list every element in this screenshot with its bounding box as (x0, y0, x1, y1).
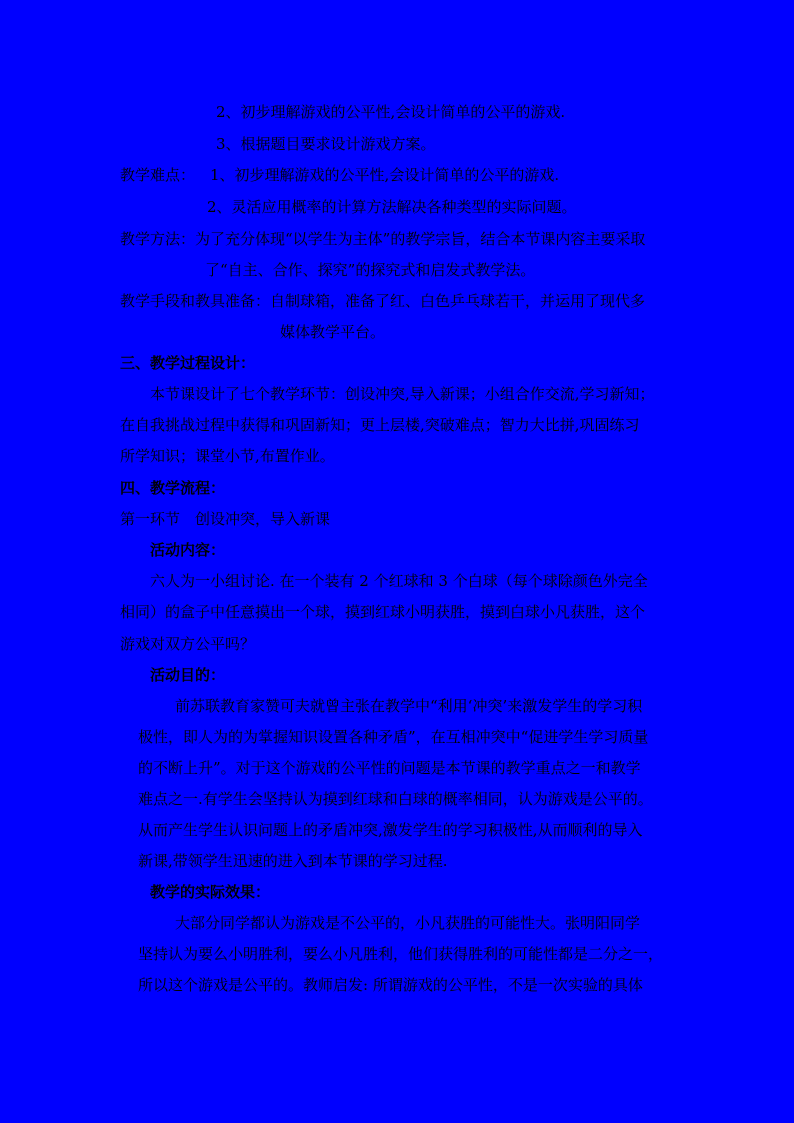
activity-content-line-1: 六人为一小组讨论. 在一个装有 2 个红球和 3 个白球（每个球除颜色外完全 (150, 572, 648, 590)
actual-effect-line-2: 坚持认为要么小明胜利，要么小凡胜利，他们获得胜利的可能性都是二分之一， (138, 945, 664, 963)
difficulty-item-2: 2、灵活应用概率的计算方法解决各种类型的实际问题。 (207, 198, 577, 216)
tools-line-1: 教学手段和教具准备：自制球箱，准备了红、白色乒乓球若干，并运用了现代多 (120, 292, 646, 310)
activity-content-label: 活动内容： (150, 541, 226, 559)
difficulties-label: 教学难点： (120, 166, 196, 184)
activity-content-line-2: 相同）的盒子中任意摸出一个球，摸到红球小明获胜，摸到白球小凡获胜，这个 (120, 603, 646, 621)
objective-item-2: 2、初步理解游戏的公平性,会设计简单的公平的游戏. (216, 103, 566, 121)
difficulty-item-1: 1、初步理解游戏的公平性,会设计简单的公平的游戏. (210, 166, 560, 184)
activity-purpose-line-4: 难点之一.有学生会坚持认为摸到红球和白球的概率相同，认为游戏是公平的。 (138, 790, 653, 808)
activity-purpose-line-2: 极性，即人为的为掌握知识设置各种矛盾”，在互相冲突中“促进学生学习质量 (138, 728, 649, 746)
activity-purpose-line-6: 新课,带领学生迅速的进入到本节课的学习过程. (138, 852, 448, 870)
activity-content-line-3: 游戏对双方公平吗？ (120, 635, 256, 653)
section-3-line-3: 所学知识；课堂小节,布置作业。 (120, 447, 335, 465)
activity-purpose-line-3: 的不断上升”。对于这个游戏的公平性的问题是本节课的教学重点之一和教学 (138, 759, 641, 777)
objective-item-3: 3、根据题目要求设计游戏方案。 (216, 135, 436, 153)
activity-purpose-label: 活动目的： (150, 666, 226, 684)
section-3-line-2: 在自我挑战过程中获得和巩固新知；更上层楼,突破难点；智力大比拼,巩固练习 (120, 416, 640, 434)
section-4-heading: 四、教学流程： (120, 479, 226, 497)
methods-line-2: 了“自主、合作、探究”的探究式和启发式教学法。 (205, 261, 536, 279)
section-3-heading: 三、教学过程设计： (120, 354, 256, 372)
step-1-title: 第一环节 创设冲突，导入新课 (120, 510, 331, 528)
actual-effect-line-3: 所以这个游戏是公平的。教师启发: 所谓游戏的公平性，不是一次实验的具体 (138, 976, 643, 994)
actual-effect-line-1: 大部分同学都认为游戏是不公平的，小凡获胜的可能性大。张明阳同学 (175, 914, 641, 932)
section-3-line-1: 本节课设计了七个教学环节：创设冲突,导入新课；小组合作交流,学习新知； (150, 385, 655, 403)
methods-line-1: 教学方法：为了充分体现“以学生为主体”的教学宗旨，结合本节课内容主要采取 (120, 230, 646, 248)
actual-effect-label: 教学的实际效果： (150, 883, 271, 901)
activity-purpose-line-1: 前苏联教育家赞可夫就曾主张在教学中“利用‘冲突’来激发学生的学习积 (175, 697, 643, 715)
tools-line-2: 媒体教学平台。 (280, 323, 386, 341)
activity-purpose-line-5: 从而产生学生认识问题上的矛盾冲突,激发学生的学习积极性,从而顺利的导入 (138, 821, 643, 839)
